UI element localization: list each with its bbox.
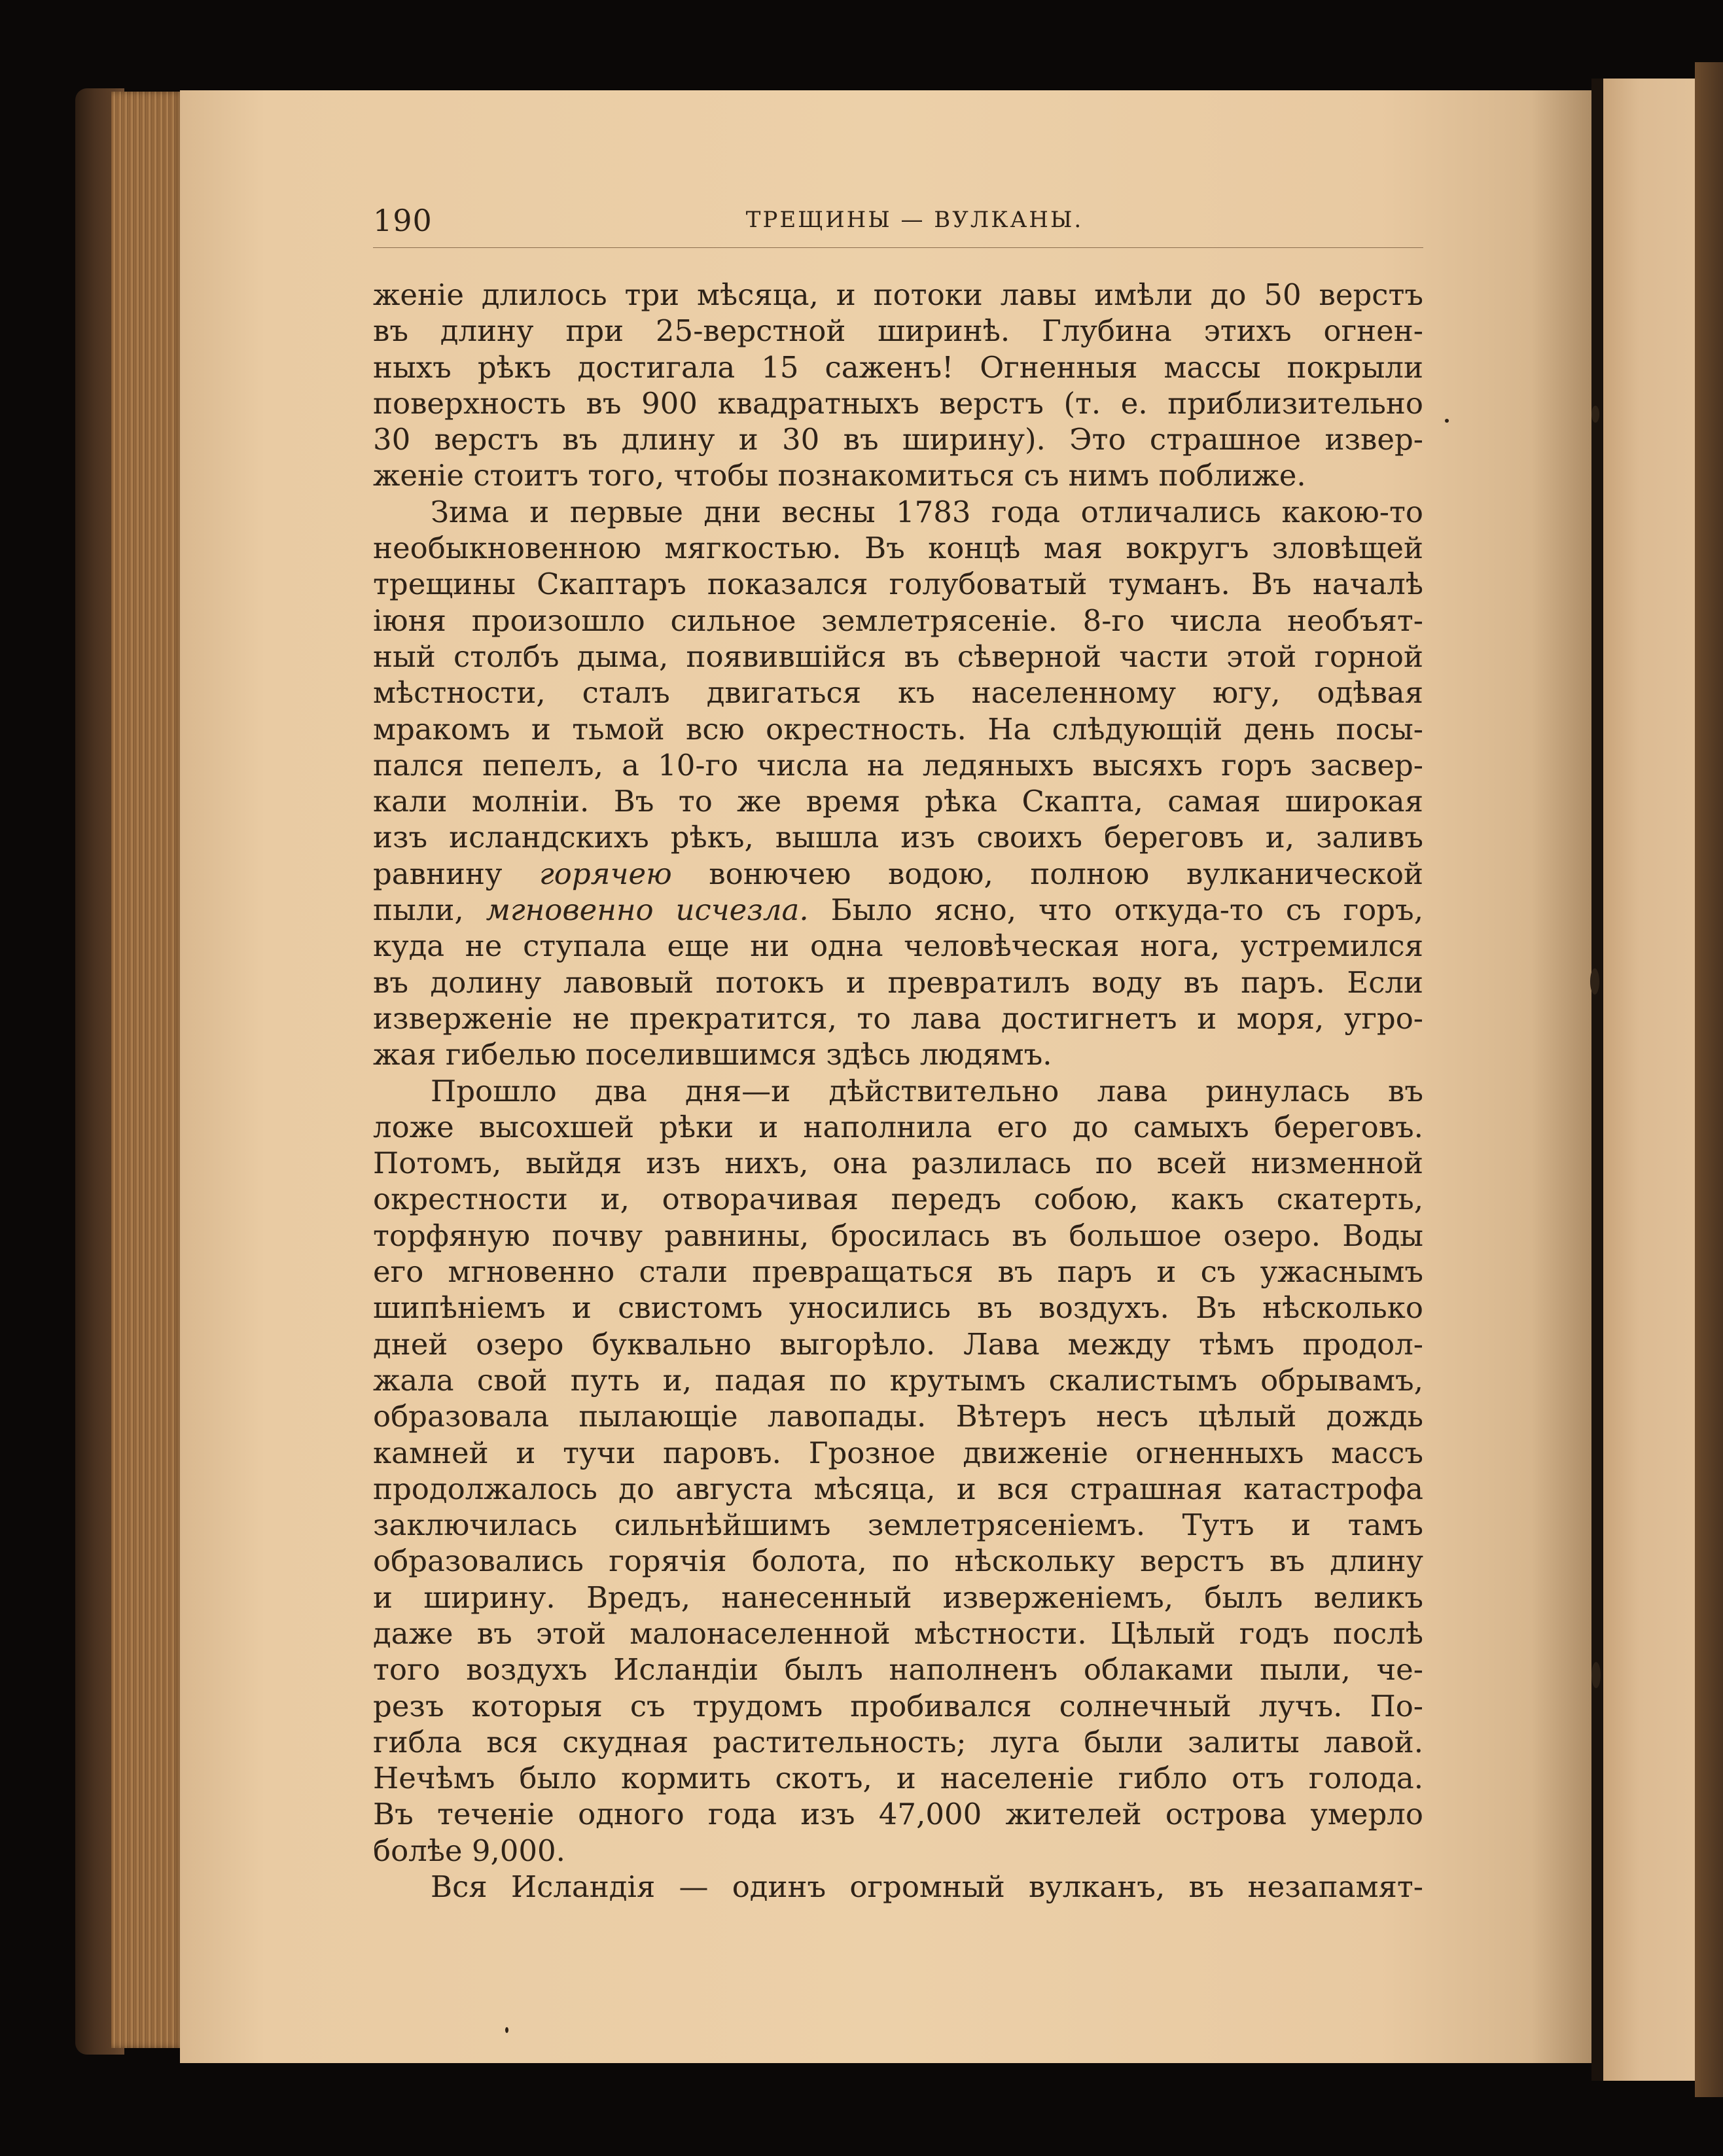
text-line: жала свой путь и, падая по крутымъ скалистымъ обрывамъ, [373, 1362, 1423, 1398]
text-line: Зима и первые дни весны 1783 года отличались какою-то [431, 494, 1423, 529]
text-line: Вся Исландія — одинъ огромный вулканъ, въ незапамят- [431, 1869, 1423, 1905]
text-line: въ долину лавовый потокъ и превратилъ воду въ паръ. Если [373, 964, 1423, 1000]
text-line: Прошло два дня—и дѣйствительно лава ринулась въ [431, 1073, 1423, 1108]
running-title: ТРЕЩИНЫ — ВУЛКАНЫ. [745, 207, 1084, 233]
text-line: его мгновенно стали превращаться въ паръ и съ ужаснымъ [373, 1254, 1423, 1290]
text-line: ныхъ рѣкъ достигала 15 саженъ! Огненныя массы покрыли [373, 349, 1423, 385]
ink-speck [505, 2027, 508, 2033]
text-line [373, 856, 1423, 892]
text-line: продолжалось до августа мѣсяца, и вся страшная катастрофа [373, 1471, 1423, 1506]
text-line: куда не ступала еще ни одна человѣческая нога, устремился [373, 928, 1423, 964]
text-line: и ширину. Вредъ, нанесенный изверженіемъ, былъ великъ [373, 1580, 1423, 1615]
ink-speck [1591, 1662, 1601, 1688]
text-line: женіе длилось три мѣсяца, и потоки лавы имѣли до 50 верстъ [373, 277, 1423, 312]
text-line: Потомъ, выйдя изъ нихъ, она разлилась по всей низменной [373, 1146, 1423, 1181]
text-segment: равнину [373, 856, 540, 891]
body-text [373, 277, 1423, 1905]
facing-cover-edge [1695, 62, 1723, 2097]
text-line: изъ исландскихъ рѣкъ, вышла изъ своихъ береговъ и, заливъ [373, 820, 1423, 855]
text-line: болѣе 9,000. [373, 1833, 565, 1868]
text-segment: вонючею водою, полною вулканической [671, 856, 1423, 891]
text-line: въ длину при 25-верстной ширинѣ. Глубина этихъ огнен- [373, 313, 1423, 349]
text-line: мѣстности, сталъ двигаться къ населенному югу, одѣвая [373, 675, 1423, 711]
book-spine-gutter [1591, 79, 1603, 2081]
text-line: жая гибелью поселившимся здѣсь людямъ. [373, 1037, 1052, 1072]
text-segment: пыли, [373, 892, 486, 928]
text-line: кали молніи. Въ то же время рѣка Скапта, самая широкая [373, 784, 1423, 819]
text-line: окрестности и, отворачивая передъ собою, какъ скатерть, [373, 1182, 1423, 1217]
text-line: заключилась сильнѣйшимъ землетрясеніемъ. Тутъ и тамъ [373, 1508, 1423, 1543]
text-line: даже въ этой малонаселенной мѣстности. Цѣлый годъ послѣ [373, 1616, 1423, 1651]
text-segment: Было ясно, что откуда-то съ горъ, [808, 892, 1423, 928]
italic-emphasis: горячею [539, 856, 672, 891]
text-line: резъ которыя съ трудомъ пробивался солнечный лучъ. По- [373, 1688, 1423, 1723]
text-line: необыкновенною мягкостью. Въ концѣ мая вокругъ зловѣщей [373, 531, 1423, 566]
text-line: ный столбъ дыма, появившійся въ сѣверной части этой горной [373, 639, 1423, 674]
page-header [373, 196, 1423, 249]
text-line: изверженіе не прекратится, то лава достигнетъ и моря, угро- [373, 1000, 1423, 1036]
text-line: мракомъ и тьмой всю окрестность. На слѣдующій день посы- [373, 711, 1423, 747]
text-line: торфяную почву равнины, бросилась въ большое озеро. Воды [373, 1218, 1423, 1253]
italic-emphasis: мгновенно исчезла. [486, 892, 809, 928]
page-content [373, 196, 1423, 1905]
text-line: трещины Скаптаръ показался голубоватый туманъ. Въ началѣ [373, 567, 1423, 602]
text-line: шипѣніемъ и свистомъ уносились въ воздухъ. Въ нѣсколько [373, 1290, 1423, 1326]
text-line: 30 верстъ въ длину и 30 въ ширину). Это страшное извер- [373, 422, 1423, 457]
header-rule [373, 247, 1423, 248]
text-line: того воздухъ Исландіи былъ наполненъ облаками пыли, че- [373, 1652, 1423, 1688]
page-block-edges [111, 92, 183, 2048]
text-line [373, 892, 1423, 928]
text-line: ложе высохшей рѣки и наполнила его до самыхъ береговъ. [373, 1109, 1423, 1144]
ink-speck [1591, 406, 1599, 423]
text-line: камней и тучи паровъ. Грозное движеніе огненныхъ массъ [373, 1435, 1423, 1470]
text-line: образовала пылающіе лавопады. Вѣтеръ несъ цѣлый дождь [373, 1399, 1423, 1434]
text-line: поверхность въ 900 квадратныхъ верстъ (т. е. приблизительно [373, 385, 1423, 421]
page-number: 190 [373, 203, 433, 238]
text-line: Въ теченіе одного года изъ 47,000 жителей острова умерло [373, 1797, 1423, 1832]
text-line: гибла вся скудная растительность; луга были залиты лавой. [373, 1724, 1423, 1759]
text-line: образовались горячія болота, по нѣскольку верстъ въ длину [373, 1544, 1423, 1579]
text-line: женіе стоитъ того, чтобы познакомиться съ нимъ поближе. [373, 458, 1306, 493]
text-line: Нечѣмъ было кормить скотъ, и населеніе гибло отъ голода. [373, 1761, 1423, 1796]
text-line: пался пепелъ, а 10-го числа на ледяныхъ высяхъ горъ засвер- [373, 747, 1423, 783]
text-line: дней озеро буквально выгорѣло. Лава между тѣмъ продол- [373, 1326, 1423, 1362]
ink-speck [1445, 419, 1449, 423]
ink-speck [1590, 968, 1599, 995]
text-line: іюня произошло сильное землетрясеніе. 8-го числа необъят- [373, 603, 1423, 638]
